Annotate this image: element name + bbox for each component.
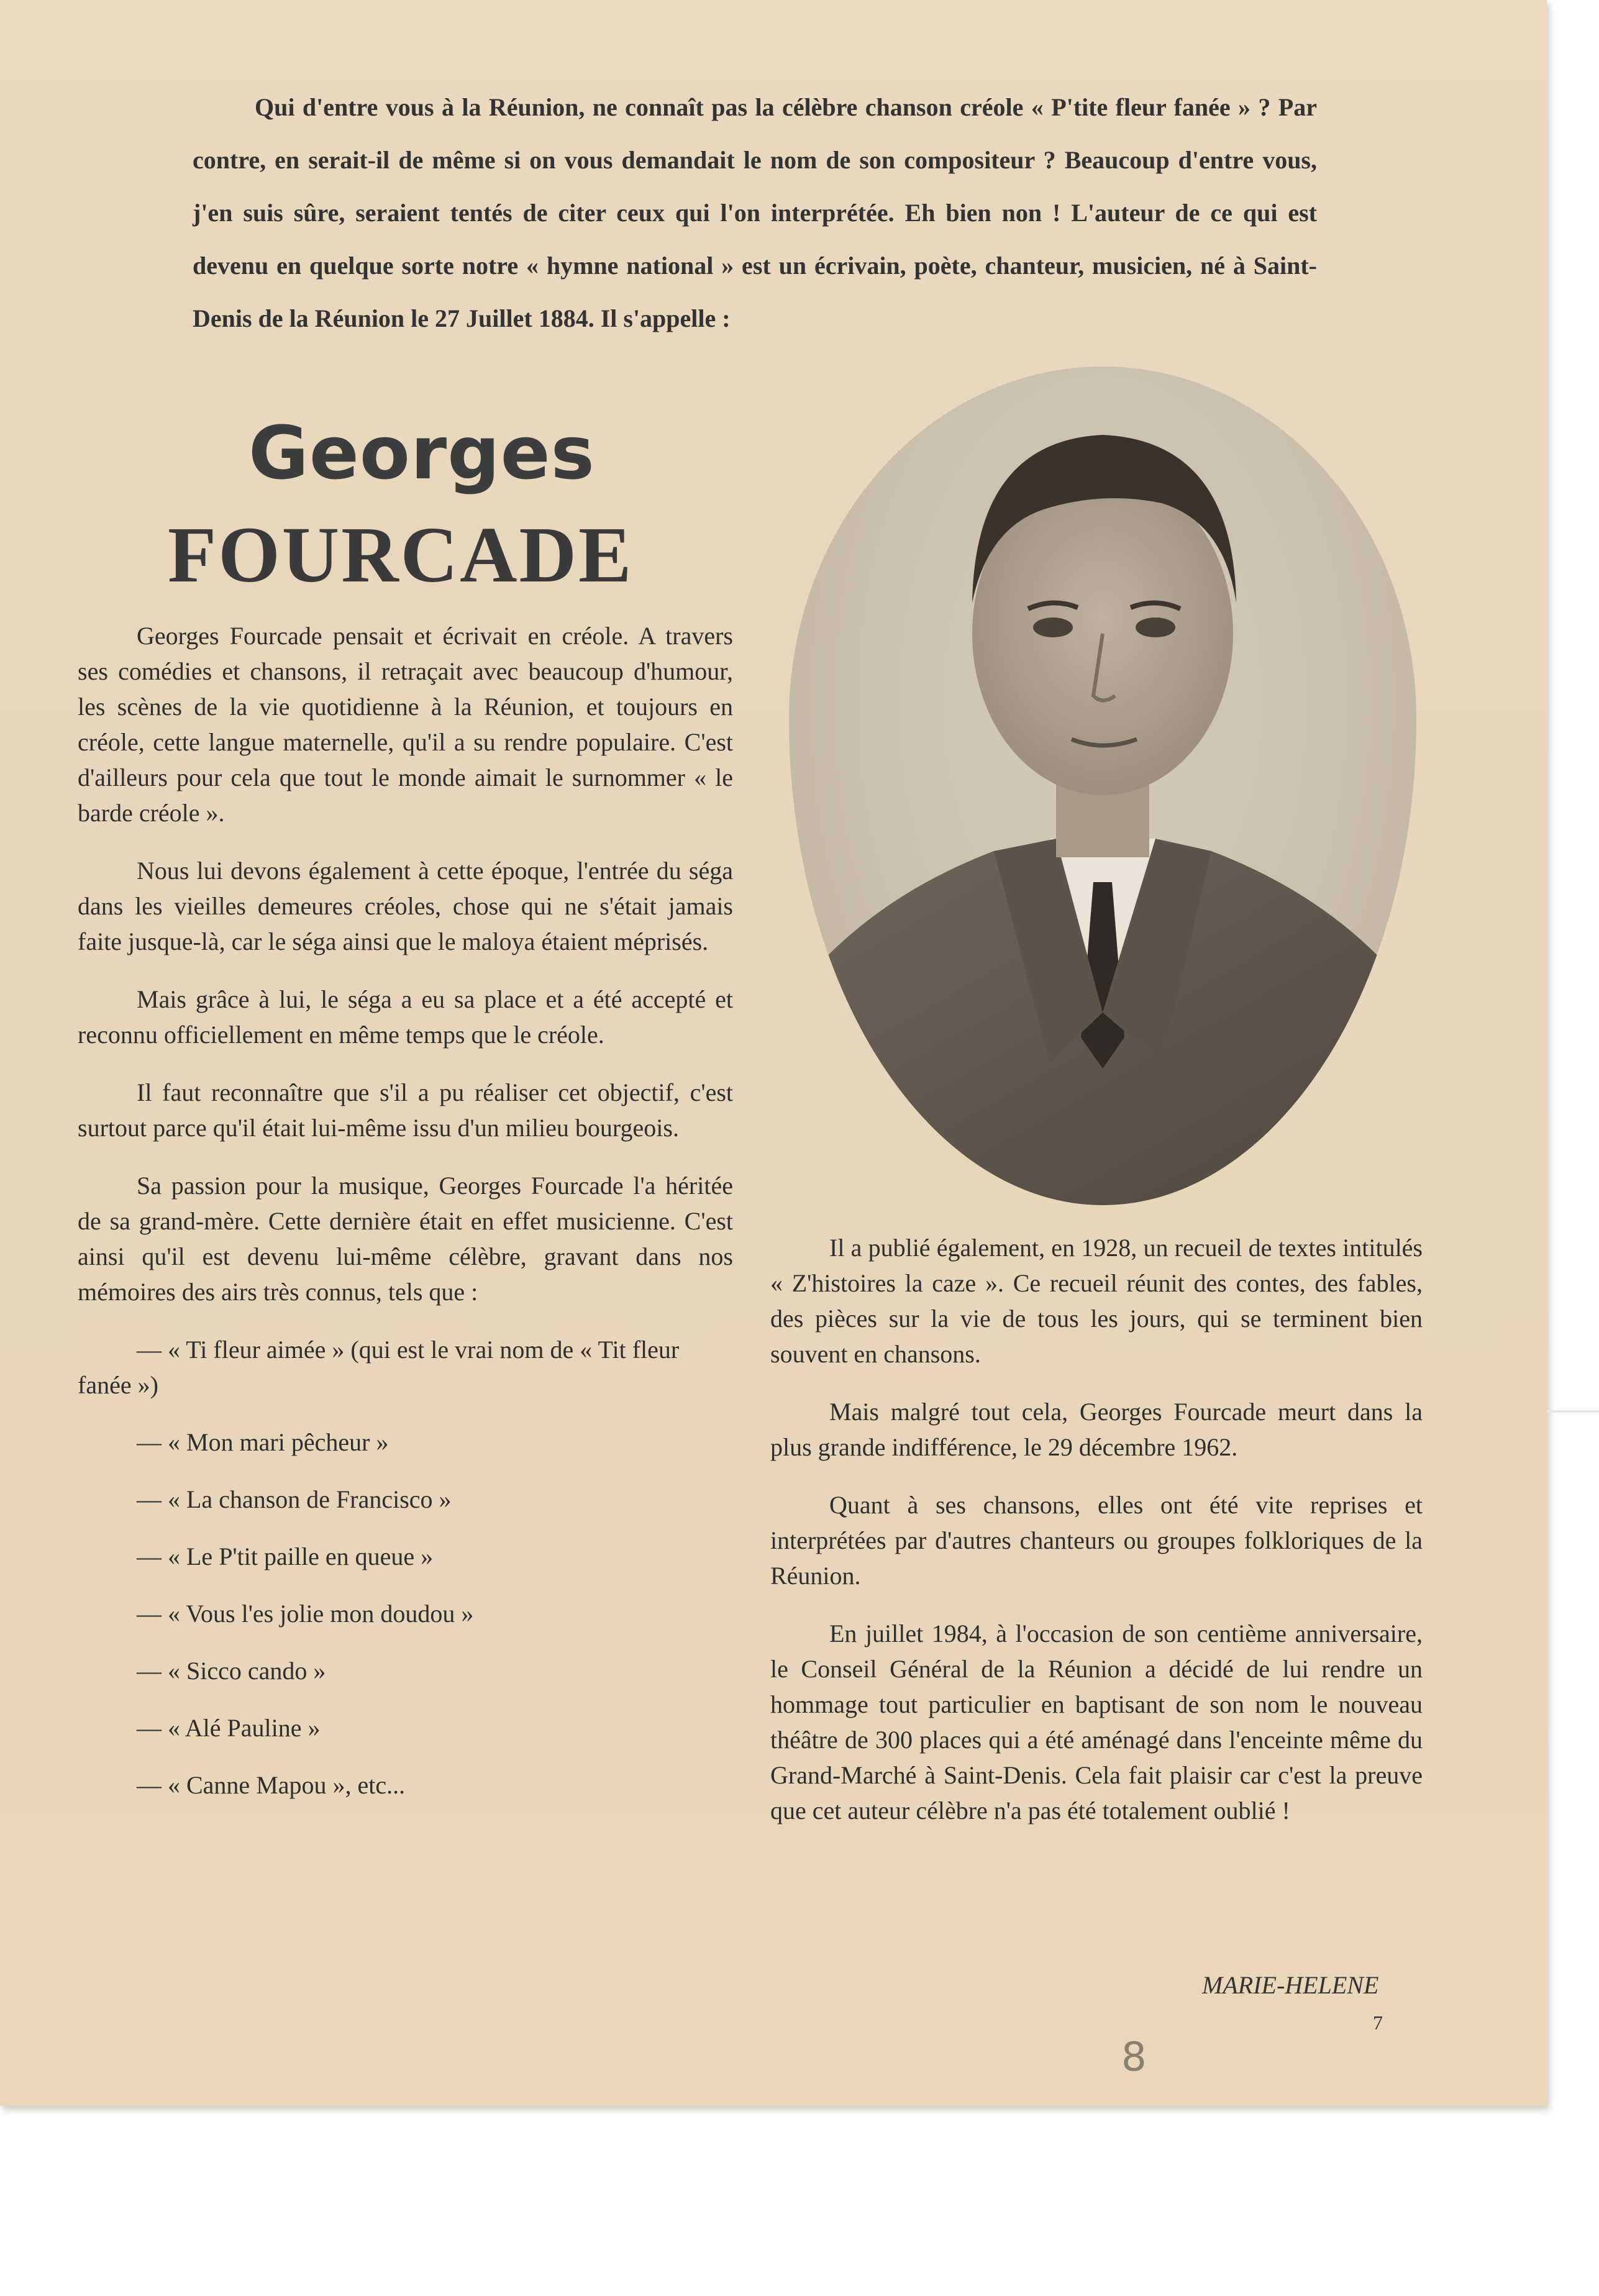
right-paragraph: En juillet 1984, à l'occasion de son centième anniversaire, le Conseil Général de la Réunion a décidé de lui rendre un hommage tout particulier en baptisant de son nom le nouveau théâtre de 300 places qui a été aménagé dans l'enceinte même du Grand-Marché à Saint-Denis. Cela fait plaisir car c'est la preuve que cet auteur célèbre n'a pas été totalement oublié ! xyxy=(770,1620,1423,1824)
song-item: — « Le P'tit paille en queue » xyxy=(137,1542,434,1570)
left-paragraph: Nous lui devons également à cette époque, l'entrée du séga dans les vieilles demeures créoles, chose qui ne s'était jamais faite jusque-là, car le séga ainsi que le maloya étaient méprisés. xyxy=(78,857,733,955)
song-item: — « Vous l'es jolie mon doudou » xyxy=(137,1600,474,1628)
song-item: — « Mon mari pêcheur » xyxy=(137,1428,389,1456)
title-last-name: FOURCADE xyxy=(168,511,634,599)
right-paragraph: Mais malgré tout cela, Georges Fourcade meurt dans la plus grande indifférence, le 29 décembre 1962. xyxy=(770,1398,1423,1461)
song-item: — « Ti fleur aimée » (qui est le vrai nom de « Tit fleur fanée ») xyxy=(78,1336,680,1399)
page-number: 7 xyxy=(1373,2011,1383,2034)
song-list xyxy=(78,1332,733,1803)
song-item: — « La chanson de Francisco » xyxy=(137,1485,452,1513)
right-paragraph: Il a publié également, en 1928, un recueil de textes intitulés « Z'histoires la caze ». Ce recueil réunit des contes, des fables, des pièces sur la vie de tous les jours, qui se terminent bien souvent en chansons. xyxy=(770,1234,1423,1368)
song-item: — « Alé Pauline » xyxy=(137,1714,321,1742)
page-edge xyxy=(1547,1410,1599,1413)
right-paragraph: Quant à ses chansons, elles ont été vite reprises et interprétées par d'autres chanteurs ou groupes folkloriques de la Réunion. xyxy=(770,1491,1423,1590)
left-paragraph: Il faut reconnaître que s'il a pu réaliser cet objectif, c'est surtout parce qu'il était lui-même issu d'un milieu bourgeois. xyxy=(78,1078,733,1142)
intro-paragraph: Qui d'entre vous à la Réunion, ne connaît pas la célèbre chanson créole « P'tite fleur fanée » ? Par contre, en serait-il de même si on vous demandait le nom de son compositeur ? Beaucoup d'entre vous, j'en suis sûre, seraient tentés de citer ceux qui l'on interprétée. Eh bien non ! L'auteur de ce qui est devenu en quelque sorte notre « hymne national » est un écrivain, poète, chanteur, musicien, né à Saint-Denis de la Réunion le 27 Juillet 1884. Il s'appelle : xyxy=(193,93,1317,332)
left-paragraph: Georges Fourcade pensait et écrivait en créole. A travers ses comédies et chansons, il retraçait avec beaucoup d'humour, les scènes de la vie quotidienne à la Réunion, et toujours en créole, cette langue maternelle, qu'il a su rendre populaire. C'est d'ailleurs pour cela que tout le monde aimait le surnommer « le barde créole ». xyxy=(78,622,733,827)
song-item: — « Canne Mapou », etc... xyxy=(137,1771,406,1799)
handwritten-page-number: 8 xyxy=(1121,2034,1147,2080)
title-first-name: Georges xyxy=(248,410,595,496)
right-column xyxy=(770,1230,1423,1851)
author-signature: MARIE-HELENE xyxy=(1202,1971,1379,1999)
left-paragraph: Sa passion pour la musique, Georges Fourcade l'a héritée de sa grand-mère. Cette dernière était en effet musicienne. C'est ainsi qu'il est devenu lui-même célèbre, gravant dans nos mémoires des airs très connus, tels que : xyxy=(78,1172,733,1306)
song-item: — « Sicco cando » xyxy=(137,1657,326,1685)
left-column xyxy=(78,618,733,1824)
left-paragraph: Mais grâce à lui, le séga a eu sa place et a été accepté et reconnu officiellement en même temps que le créole. xyxy=(78,985,733,1049)
